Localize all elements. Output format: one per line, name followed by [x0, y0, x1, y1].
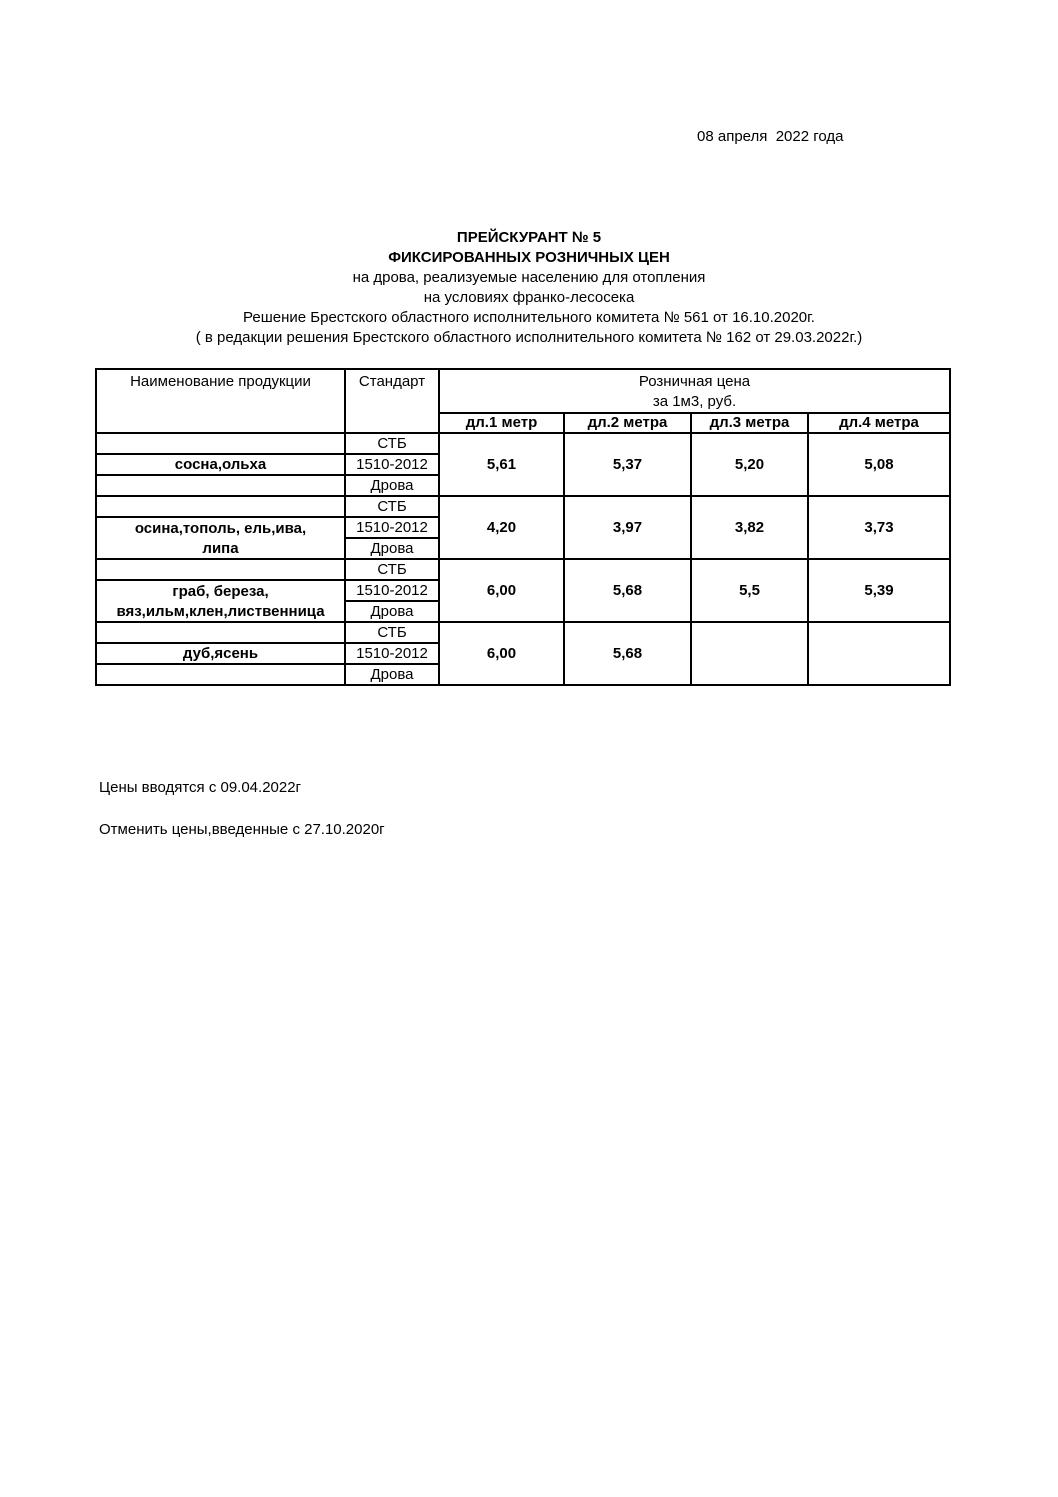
table-row [96, 433, 950, 454]
length-header: дл.3 метра [691, 413, 808, 433]
standard-cell: Дрова [345, 664, 439, 685]
length-header: дл.2 метра [564, 413, 691, 433]
price-cell: 3,82 [691, 496, 808, 559]
product-name-line [96, 433, 345, 454]
price-cell: 3,97 [564, 496, 691, 559]
product-name-line [96, 475, 345, 496]
price-cell: 4,20 [439, 496, 564, 559]
standard-cell: 1510-2012 [345, 643, 439, 664]
document-date: 08 апреля 2022 года [697, 128, 844, 145]
table-header-row [96, 369, 950, 413]
standard-cell: СТБ [345, 559, 439, 580]
price-list-title: ПРЕЙСКУРАНТ № 5 [456, 229, 602, 246]
price-list-subtitle: ФИКСИРОВАННЫХ РОЗНИЧНЫХ ЦЕН [388, 249, 670, 266]
standard-cell: 1510-2012 [345, 517, 439, 538]
product-name-line: граб, береза, [96, 580, 345, 601]
standard-cell: Дрова [345, 538, 439, 559]
price-cell: 5,68 [564, 622, 691, 685]
header-line-3: Решение Брестского областного исполнительного комитета № 561 от 16.10.2020г. [243, 309, 815, 326]
price-cell: 5,37 [564, 433, 691, 496]
price-cell [691, 622, 808, 685]
column-header-standard: Стандарт [345, 369, 439, 433]
product-name-line [96, 496, 345, 517]
header-line-4: ( в редакции решения Брестского областного исполнительного комитета № 162 от 29.03.2022г.) [195, 329, 863, 346]
standard-cell: Дрова [345, 475, 439, 496]
table-row [96, 559, 950, 580]
length-header: дл.4 метра [808, 413, 950, 433]
table-row [96, 496, 950, 517]
standard-cell: СТБ [345, 433, 439, 454]
product-name-line: липа [96, 538, 345, 559]
price-cell: 5,20 [691, 433, 808, 496]
column-header-price [439, 369, 950, 413]
column-header-name: Наименование продукции [96, 369, 345, 433]
price-cell: 5,61 [439, 433, 564, 496]
price-header-line-1: Розничная цена [638, 373, 751, 390]
price-cell [808, 622, 950, 685]
price-cell: 5,08 [808, 433, 950, 496]
price-table [95, 368, 951, 686]
product-name-line: дуб,ясень [96, 643, 345, 664]
table-row [96, 622, 950, 643]
price-cell: 5,68 [564, 559, 691, 622]
product-name-line [96, 559, 345, 580]
price-header-line-2: за 1м3, руб. [652, 393, 737, 410]
header-line-2: на условиях франко-лесосека [423, 289, 635, 306]
price-cell: 5,39 [808, 559, 950, 622]
standard-cell: СТБ [345, 496, 439, 517]
header-line-1: на дрова, реализуемые населению для отопления [352, 269, 706, 286]
standard-cell: Дрова [345, 601, 439, 622]
product-name-line [96, 622, 345, 643]
price-cell: 3,73 [808, 496, 950, 559]
price-cell: 6,00 [439, 559, 564, 622]
product-name-line [96, 664, 345, 685]
cancel-prices-note: Отменить цены,введенные с 27.10.2020г [99, 821, 385, 838]
price-cell: 6,00 [439, 622, 564, 685]
standard-cell: 1510-2012 [345, 454, 439, 475]
product-name-line: вяз,ильм,клен,лиственница [96, 601, 345, 622]
product-name-line: сосна,ольха [96, 454, 345, 475]
price-cell: 5,5 [691, 559, 808, 622]
product-name-line: осина,тополь, ель,ива, [96, 517, 345, 538]
standard-cell: СТБ [345, 622, 439, 643]
effective-date-note: Цены вводятся с 09.04.2022г [99, 779, 302, 796]
standard-cell: 1510-2012 [345, 580, 439, 601]
document-header [0, 228, 1058, 348]
length-header: дл.1 метр [439, 413, 564, 433]
